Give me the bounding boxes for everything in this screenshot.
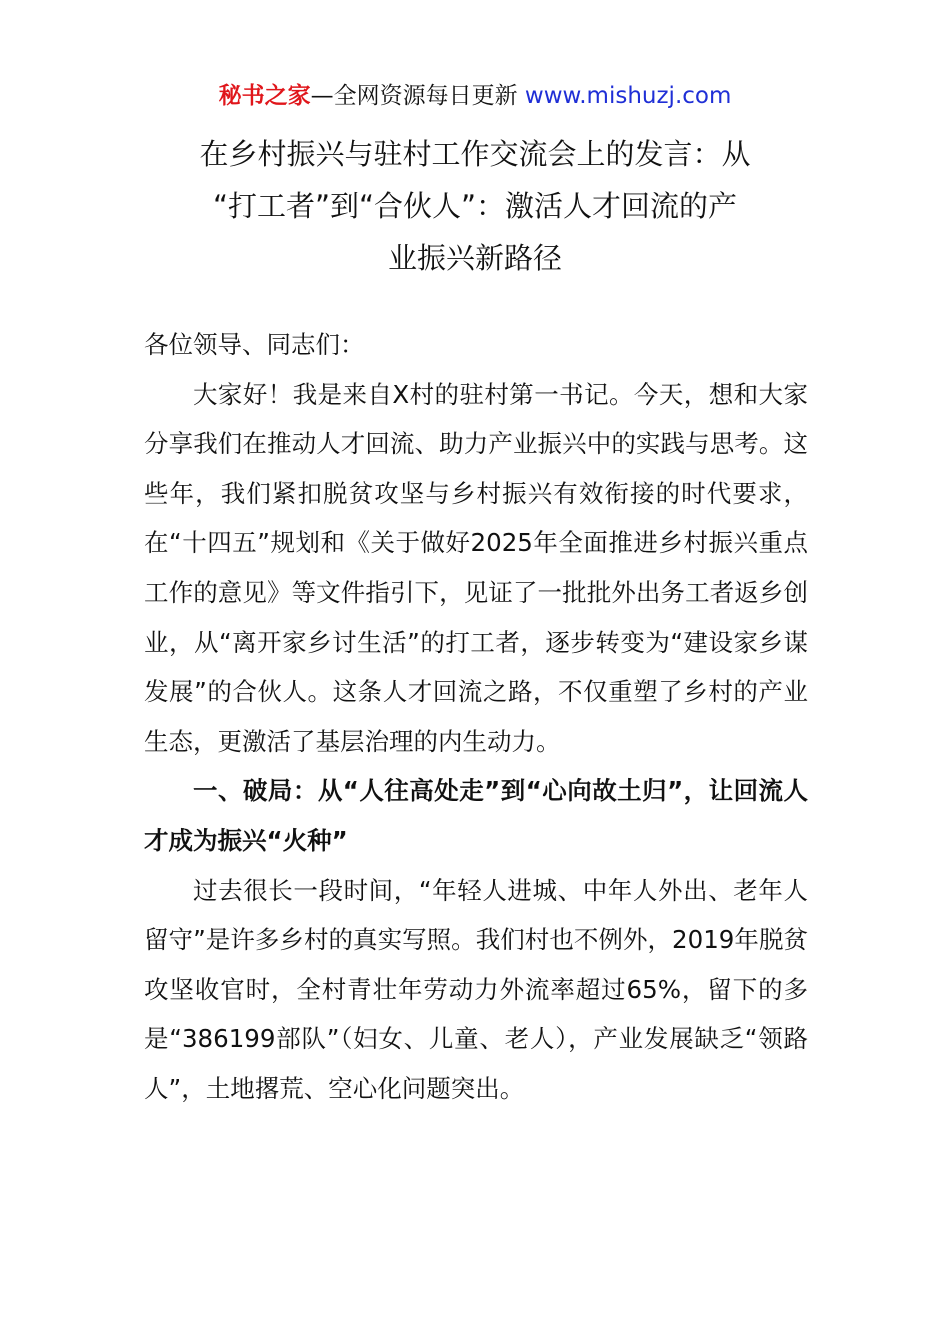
document-body bbox=[144, 320, 808, 1114]
paragraph-intro: 大家好！我是来自X村的驻村第一书记。今天，想和大家分享我们在推动人才回流、助力产业振兴中的实践与思考。这些年，我们紧扣脱贫攻坚与乡村振兴有效衔接的时代要求，在“十四五”规划和《关于做好2025年全面推进乡村振兴重点工作的意见》等文件指引下，见证了一批批外出务工者返乡创业，从“离开家乡讨生活”的打工者，逐步转变为“建设家乡谋发展”的合伙人。这条人才回流之路，不仅重塑了乡村的产业生态，更激活了基层治理的内生动力。 bbox=[144, 379, 808, 756]
salutation: 各位领导、同志们： bbox=[144, 330, 365, 359]
title-line-3: 业振兴新路径 bbox=[387, 241, 562, 275]
document-title bbox=[140, 128, 810, 284]
site-header bbox=[0, 80, 950, 112]
title-line-1: 在乡村振兴与驻村工作交流会上的发言：从 bbox=[199, 137, 751, 171]
paragraph-background: 过去很长一段时间，“年轻人进城、中年人外出、老年人留守”是许多乡村的真实写照。我们村也不例外，2019年脱贫攻坚收官时，全村青壮年劳动力外流率超过65%，留下的多是“386199部队”（妇女、儿童、老人），产业发展缺乏“领路人”，土地撂荒、空心化问题突出。 bbox=[144, 875, 808, 1103]
section-heading-1: 一、破局：从“人往高处走”到“心向故土归”，让回流人才成为振兴“火种” bbox=[144, 776, 808, 855]
header-tagline: —全网资源每日更新 bbox=[310, 83, 525, 109]
site-url-link[interactable]: www.mishuzj.com bbox=[524, 83, 732, 109]
brand-name: 秘书之家 bbox=[218, 83, 311, 109]
title-line-2: “打工者”到“合伙人”：激活人才回流的产 bbox=[212, 189, 738, 223]
